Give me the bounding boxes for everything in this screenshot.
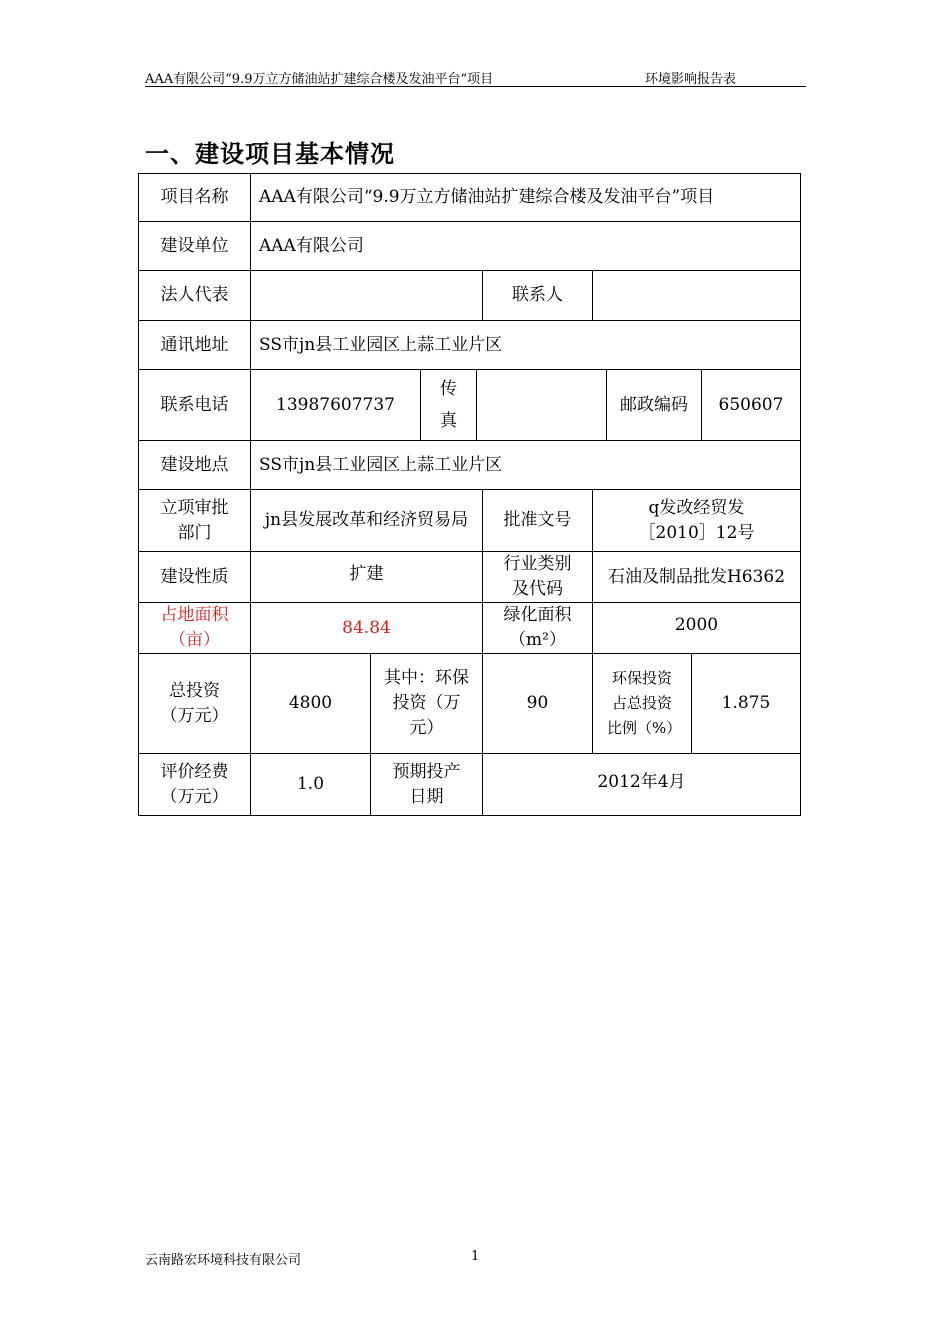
postcode-value: 650607 bbox=[701, 369, 801, 441]
approval-dept-label: 立项审批部门 bbox=[138, 489, 251, 552]
phone-value: 13987607737 bbox=[250, 369, 421, 441]
land-area-label: 占地面积（亩） bbox=[138, 602, 251, 654]
assess-fee-value: 1.0 bbox=[250, 753, 371, 816]
approval-no-value: q发改经贸发［2010］12号 bbox=[592, 489, 801, 552]
fax-label: 传真 bbox=[420, 369, 477, 441]
site-value: SS市jn县工业园区上蒜工业片区 bbox=[250, 440, 801, 490]
header-project-name: AAA有限公司“9.9万立方储油站扩建综合楼及发油平台”项目 bbox=[145, 72, 494, 87]
postcode-label: 邮政编码 bbox=[606, 369, 702, 441]
env-ratio-value: 1.875 bbox=[691, 653, 801, 754]
production-date-value: 2012年4月 bbox=[482, 753, 801, 816]
header-rule bbox=[145, 86, 806, 87]
address-value: SS市jn县工业园区上蒜工业片区 bbox=[250, 320, 801, 370]
address-label: 通讯地址 bbox=[138, 320, 251, 370]
contact-label: 联系人 bbox=[482, 270, 593, 321]
land-area-value: 84.84 bbox=[250, 602, 483, 654]
approval-dept-value: jn县发展改革和经济贸易局 bbox=[250, 489, 483, 552]
nature-value: 扩建 bbox=[250, 551, 483, 603]
section-title: 一、建设项目基本情况 bbox=[145, 139, 395, 168]
total-invest-label: 总投资（万元） bbox=[138, 653, 251, 754]
total-invest-value: 4800 bbox=[250, 653, 371, 754]
green-area-value: 2000 bbox=[592, 602, 801, 654]
page-number: 1 bbox=[471, 1249, 480, 1264]
industry-label: 行业类别及代码 bbox=[482, 551, 593, 603]
site-label: 建设地点 bbox=[138, 440, 251, 490]
green-area-label: 绿化面积（m²） bbox=[482, 602, 593, 654]
approval-no-label: 批准文号 bbox=[482, 489, 593, 552]
env-ratio-label: 环保投资占总投资比例（%） bbox=[592, 653, 692, 754]
builder-label: 建设单位 bbox=[138, 221, 251, 271]
footer-company: 云南路宏环境科技有限公司 bbox=[145, 1253, 302, 1268]
contact-value bbox=[592, 270, 801, 321]
project-name-value: AAA有限公司“9.9万立方储油站扩建综合楼及发油平台”项目 bbox=[250, 173, 801, 222]
fax-value bbox=[476, 369, 607, 441]
phone-label: 联系电话 bbox=[138, 369, 251, 441]
legal-rep-label: 法人代表 bbox=[138, 270, 251, 321]
env-invest-value: 90 bbox=[482, 653, 593, 754]
industry-value: 石油及制品批发H6362 bbox=[592, 551, 801, 603]
env-invest-label: 其中：环保投资（万元） bbox=[370, 653, 483, 754]
legal-rep-value bbox=[250, 270, 483, 321]
project-info-form bbox=[138, 173, 801, 816]
builder-value: AAA有限公司 bbox=[250, 221, 801, 271]
nature-label: 建设性质 bbox=[138, 551, 251, 603]
header-report-type: 环境影响报告表 bbox=[645, 72, 737, 87]
assess-fee-label: 评价经费（万元） bbox=[138, 753, 251, 816]
project-name-label: 项目名称 bbox=[138, 173, 251, 222]
production-date-label: 预期投产日期 bbox=[370, 753, 483, 816]
